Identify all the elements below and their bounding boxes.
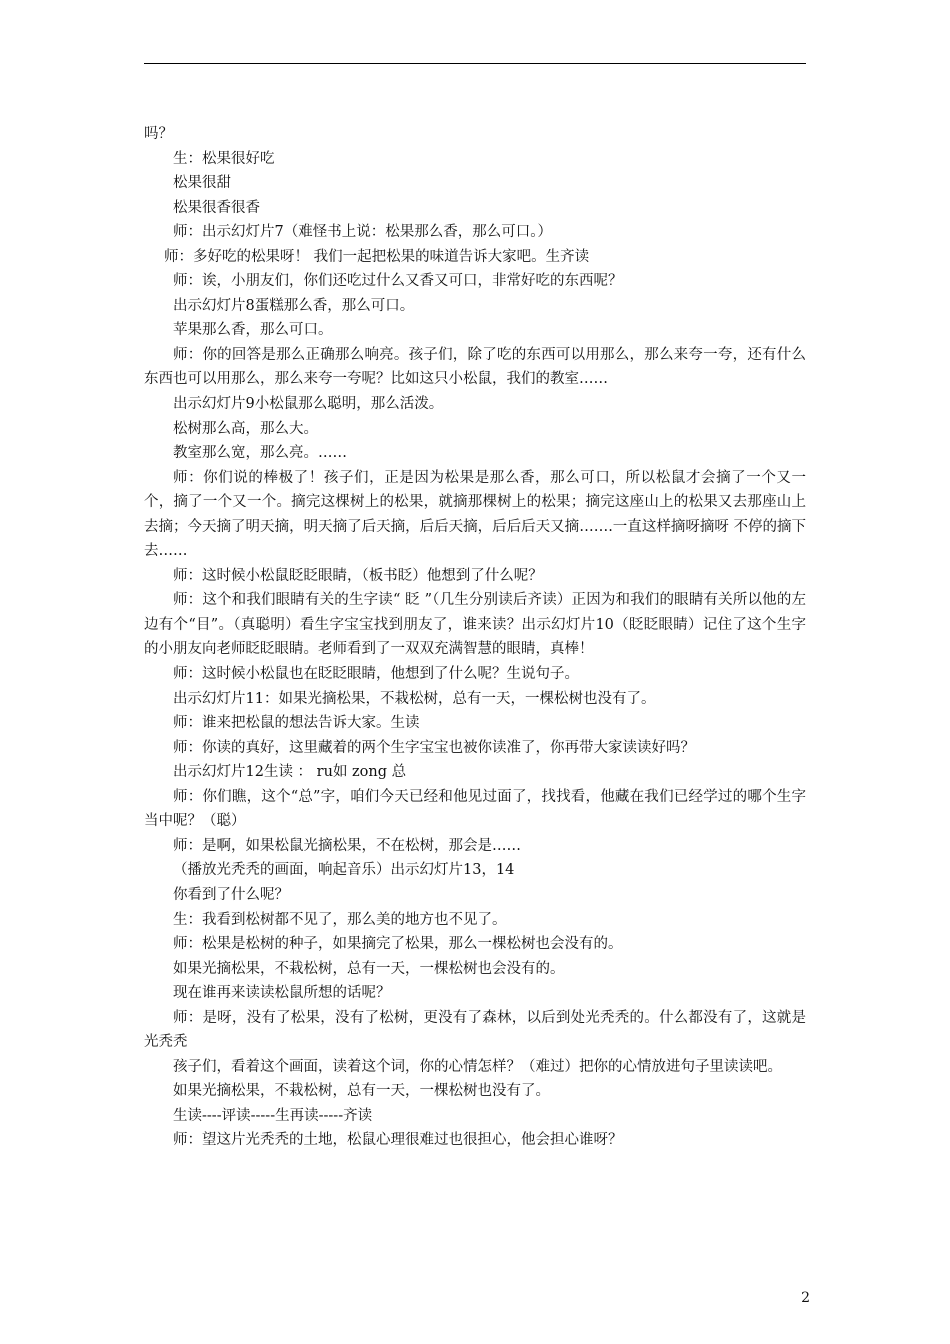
paragraph: 师：你的回答是那么正确那么响亮。孩子们，除了吃的东西可以用那么，那么来夸一夸，还有什么东西也可以用那么，那么来夸一夸呢？比如这只小松鼠，我们的教室…… xyxy=(144,346,806,388)
paragraph: 如果光摘松果，不栽松树，总有一天，一棵松树也会没有的。 xyxy=(173,960,565,977)
body-text xyxy=(144,122,806,1153)
paragraph: 师：这时候小松鼠眨眨眼睛，（板书眨）他想到了什么呢？ xyxy=(173,567,543,584)
paragraph: 出示幻灯片9小松鼠那么聪明，那么活泼。 xyxy=(173,396,444,413)
paragraph: 松果很香很香 xyxy=(173,199,260,216)
paragraph: 师：你们说的棒极了！孩子们，正是因为松果是那么香，那么可口，所以松鼠才会摘了一个又一个，摘了一个又一个。摘完这棵树上的松果，就摘那棵树上的松果；摘完这座山上的松果又去那座山上去摘；今天摘了明天摘，明天摘了后天摘，后后天摘，后后后天又摘…….一直这样摘呀摘呀 不停的摘下去…… xyxy=(144,469,806,560)
paragraph: （播放光秃秃的画面，响起音乐）出示幻灯片13，14 xyxy=(173,862,515,879)
paragraph: 出示幻灯片12生读 ： ru如 zong 总 xyxy=(173,764,407,781)
page-number: 2 xyxy=(801,1290,810,1306)
paragraph: 师：你们瞧，这个“总”字，咱们今天已经和他见过面了，找找看，他藏在我们已经学过的哪个生字当中呢？（聪） xyxy=(144,788,806,830)
paragraph: 师：望这片光秃秃的土地，松鼠心理很难过也很担心，他会担心谁呀？ xyxy=(173,1132,623,1149)
paragraph: 师：多好吃的松果呀！ 我们一起把松果的味道告诉大家吧。生齐读 xyxy=(164,248,590,265)
paragraph: 师：松果是松树的种子，如果摘完了松果，那么一棵松树也会没有的。 xyxy=(173,936,623,953)
paragraph: 孩子们，看着这个画面，读着这个词，你的心情怎样？（难过）把你的心情放进句子里读读吧。 xyxy=(173,1058,782,1075)
paragraph: 生：我看到松树都不见了，那么美的地方也不见了。 xyxy=(173,911,507,928)
paragraph: 松树那么高，那么大。 xyxy=(173,420,318,437)
paragraph: 师：你读的真好，这里藏着的两个生字宝宝也被你读准了，你再带大家读读好吗？ xyxy=(173,739,695,756)
paragraph: 松果很甜 xyxy=(173,175,231,192)
paragraph: 师：是啊，如果松鼠光摘松果，不在松树，那会是…… xyxy=(173,837,521,854)
paragraph: 出示幻灯片11：如果光摘松果，不栽松树，总有一天，一棵松树也没有了。 xyxy=(173,690,656,707)
paragraph: 现在谁再来读读松鼠所想的话呢？ xyxy=(173,985,391,1002)
paragraph: 生：松果很好吃 xyxy=(173,150,275,167)
paragraph: 你看到了什么呢？ xyxy=(173,886,289,903)
paragraph: 教室那么宽，那么亮。…… xyxy=(173,445,347,462)
paragraph: 师：这时候小松鼠也在眨眨眼睛，他想到了什么呢？生说句子。 xyxy=(173,666,579,683)
paragraph: 师：诶，小朋友们，你们还吃过什么又香又可口，非常好吃的东西呢？ xyxy=(173,273,623,290)
paragraph: 如果光摘松果，不栽松树，总有一天，一棵松树也没有了。 xyxy=(173,1083,550,1100)
paragraph: 师：谁来把松鼠的想法告诉大家。生读 xyxy=(173,715,420,732)
paragraph: 师：这个和我们眼睛有关的生字读“ 眨 ”（几生分别读后齐读）正因为和我们的眼睛有关所以他的左边有个“目”。（真聪明）看生字宝宝找到朋友了，谁来读？出示幻灯片10（眨眨眼睛）记住了这个生字的小朋友向老师眨眨眼睛。老师看到了一双双充满智慧的眼睛，真棒！ xyxy=(144,592,806,658)
paragraph: 苹果那么香，那么可口。 xyxy=(173,322,333,339)
header-rule xyxy=(144,63,806,64)
paragraph: 师：是呀，没有了松果，没有了松树，更没有了森林，以后到处光秃秃的。什么都没有了，这就是光秃秃 xyxy=(144,1009,806,1051)
paragraph: 师：出示幻灯片7（难怪书上说：松果那么香，那么可口。） xyxy=(173,224,552,241)
paragraph: 吗？ xyxy=(144,126,173,142)
paragraph: 生读----评读-----生再读-----齐读 xyxy=(173,1107,373,1124)
paragraph: 出示幻灯片8蛋糕那么香，那么可口。 xyxy=(173,297,415,314)
